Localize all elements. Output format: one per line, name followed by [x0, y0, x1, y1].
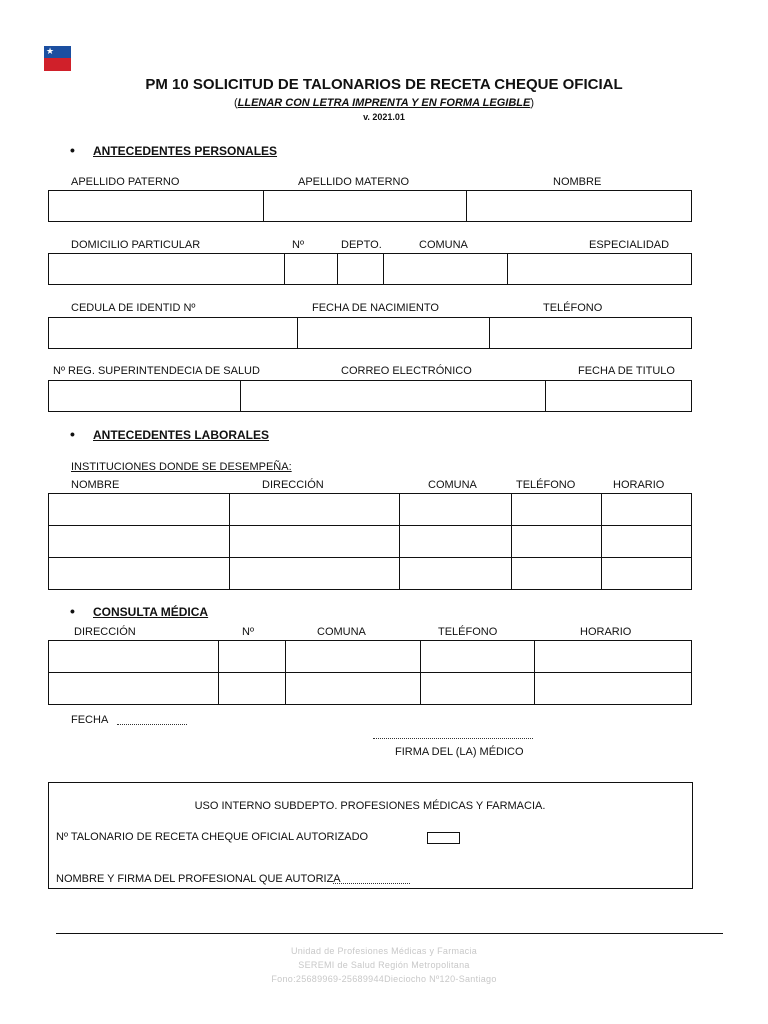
label-firma-medico: FIRMA DEL (LA) MÉDICO: [395, 746, 524, 758]
form-version: v. 2021.01: [363, 112, 405, 122]
label-comuna: COMUNA: [419, 239, 468, 251]
cell[interactable]: [512, 494, 602, 526]
bullet-icon: •: [70, 603, 75, 619]
laboral-table: [48, 493, 692, 590]
talonario-number-box[interactable]: [427, 832, 460, 844]
field-comuna[interactable]: [384, 254, 508, 285]
col-direccion: DIRECCIÓN: [262, 479, 324, 491]
cell[interactable]: [535, 673, 692, 705]
cell[interactable]: [286, 641, 421, 673]
col-comuna: COMUNA: [428, 479, 477, 491]
form-subtitle: (LLENAR CON LETRA IMPRENTA Y EN FORMA LEGIBLE): [233, 97, 535, 109]
field-numero[interactable]: [285, 254, 338, 285]
table-row: [49, 641, 692, 673]
cell[interactable]: [230, 558, 400, 590]
label-correo: CORREO ELECTRÓNICO: [341, 365, 472, 377]
field-cedula[interactable]: [49, 318, 298, 349]
section-consulta-title: CONSULTA MÉDICA: [93, 605, 209, 619]
consulta-table: [48, 640, 692, 705]
cell[interactable]: [49, 494, 230, 526]
label-especialidad: ESPECIALIDAD: [589, 239, 670, 251]
field-especialidad[interactable]: [508, 254, 692, 285]
cell[interactable]: [421, 673, 535, 705]
cell[interactable]: [49, 526, 230, 558]
label-nombre-firma-autoriza: NOMBRE Y FIRMA DEL PROFESIONAL QUE AUTORIZA: [56, 873, 341, 885]
footer-line3: Fono:25689969-25689944Dieciocho Nº120-Santiago: [271, 974, 497, 984]
label-domicilio: DOMICILIO PARTICULAR: [71, 239, 201, 251]
cell[interactable]: [219, 641, 286, 673]
table-row: [49, 526, 692, 558]
cell[interactable]: [286, 673, 421, 705]
label-fecha: FECHA: [71, 714, 109, 726]
field-domicilio[interactable]: [49, 254, 285, 285]
col-nombre: NOMBRE: [71, 479, 120, 491]
internal-title: USO INTERNO SUBDEPTO. PROFESIONES MÉDICAS Y FARMACIA.: [194, 800, 546, 812]
label-fecha-titulo: FECHA DE TITULO: [578, 365, 675, 377]
label-telefono: TELÉFONO: [543, 302, 603, 314]
col-horario: HORARIO: [580, 626, 632, 638]
label-depto: DEPTO.: [341, 239, 382, 251]
label-instituciones: INSTITUCIONES DONDE SE DESEMPEÑA:: [71, 461, 292, 473]
cell[interactable]: [49, 673, 219, 705]
cell[interactable]: [512, 558, 602, 590]
cell[interactable]: [602, 526, 692, 558]
col-telefono: TELÉFONO: [516, 479, 576, 491]
cell[interactable]: [512, 526, 602, 558]
field-telefono[interactable]: [490, 318, 692, 349]
field-nombre[interactable]: [467, 191, 692, 222]
personal-row2-fields: [48, 253, 692, 285]
field-fecha-nacimiento[interactable]: [298, 318, 490, 349]
field-correo[interactable]: [241, 381, 546, 412]
table-row: [49, 673, 692, 705]
table-row: [49, 558, 692, 590]
personal-row1-fields: [48, 190, 692, 222]
cell[interactable]: [400, 558, 512, 590]
field-apellido-materno[interactable]: [264, 191, 467, 222]
cell[interactable]: [400, 526, 512, 558]
field-reg-superintendencia[interactable]: [49, 381, 241, 412]
cell[interactable]: [49, 558, 230, 590]
field-fecha-titulo[interactable]: [546, 381, 692, 412]
label-nombre: NOMBRE: [553, 176, 602, 188]
cell[interactable]: [602, 494, 692, 526]
firma-input-line[interactable]: [373, 730, 533, 739]
cell[interactable]: [400, 494, 512, 526]
label-apellido-materno: APELLIDO MATERNO: [298, 176, 410, 188]
cell[interactable]: [421, 641, 535, 673]
cell[interactable]: [535, 641, 692, 673]
col-telefono: TELÉFONO: [438, 626, 498, 638]
autoriza-input-line[interactable]: [333, 875, 410, 884]
personal-row4-fields: [48, 380, 692, 412]
government-logo: [44, 46, 71, 71]
personal-row3-fields: [48, 317, 692, 349]
bullet-icon: •: [70, 426, 75, 442]
col-comuna: COMUNA: [317, 626, 366, 638]
label-numero: Nº: [292, 239, 304, 251]
cell[interactable]: [230, 494, 400, 526]
col-horario: HORARIO: [613, 479, 665, 491]
form-title: PM 10 SOLICITUD DE TALONARIOS DE RECETA CHEQUE OFICIAL: [145, 76, 623, 93]
label-cedula: CEDULA DE IDENTID Nº: [71, 302, 196, 314]
label-talonario-autorizado: Nº TALONARIO DE RECETA CHEQUE OFICIAL AUTORIZADO: [56, 831, 369, 843]
field-apellido-paterno[interactable]: [49, 191, 264, 222]
bullet-icon: •: [70, 142, 75, 158]
section-laboral-title: ANTECEDENTES LABORALES: [93, 428, 270, 442]
col-numero: Nº: [242, 626, 254, 638]
cell[interactable]: [230, 526, 400, 558]
field-depto[interactable]: [338, 254, 384, 285]
label-apellido-paterno: APELLIDO PATERNO: [71, 176, 180, 188]
col-direccion: DIRECCIÓN: [74, 626, 136, 638]
star-icon: ★: [46, 46, 55, 56]
cell[interactable]: [49, 641, 219, 673]
section-personal-title: ANTECEDENTES PERSONALES: [93, 144, 278, 158]
footer-divider: [56, 933, 723, 934]
table-row: [49, 494, 692, 526]
label-fecha-nacimiento: FECHA DE NACIMIENTO: [312, 302, 439, 314]
footer-line2: SEREMI de Salud Región Metropolitana: [298, 960, 470, 970]
footer-line1: Unidad de Profesiones Médicas y Farmacia: [290, 946, 478, 956]
label-reg-superintendencia: Nº REG. SUPERINTENDECIA DE SALUD: [53, 365, 260, 377]
cell[interactable]: [219, 673, 286, 705]
cell[interactable]: [602, 558, 692, 590]
fecha-input-line[interactable]: [117, 715, 187, 725]
